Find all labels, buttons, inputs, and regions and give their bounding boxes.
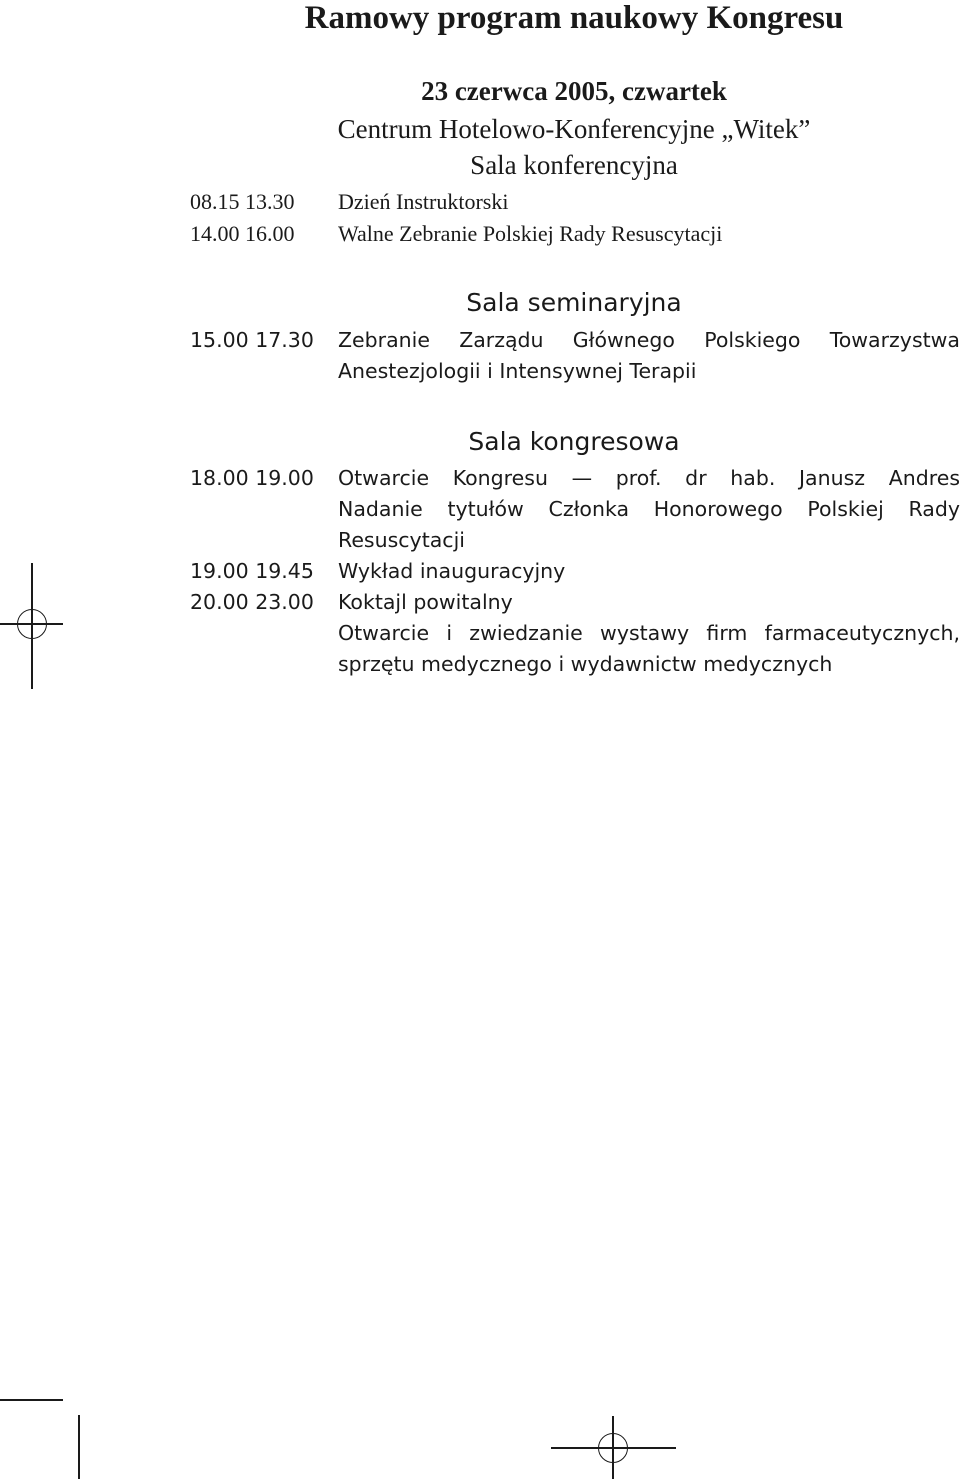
schedule-time: 15.00 17.30 — [190, 328, 314, 352]
schedule-line: Anestezjologii i Intensywnej Terapii — [338, 359, 697, 383]
schedule-line: Dzień Instruktorski — [338, 189, 509, 214]
schedule-time: 20.00 23.00 — [190, 590, 314, 614]
schedule-line: sprzętu medycznego i wydawnictw medycznych — [338, 652, 833, 676]
registration-circle — [598, 1433, 628, 1463]
schedule-description — [338, 556, 960, 587]
room-heading-konferencyjna: Sala konferencyjna — [470, 150, 678, 180]
schedule-line: Zebranie Zarządu Głównego Polskiego Towarzystwa — [338, 328, 960, 352]
schedule-description — [338, 325, 960, 387]
schedule-description — [338, 463, 960, 556]
schedule-line: Walne Zebranie Polskiej Rady Resuscytacji — [338, 221, 723, 246]
schedule-time: 18.00 19.00 — [190, 466, 314, 490]
page-title: Ramowy program naukowy Kongresu — [304, 0, 844, 36]
schedule-line: Wykład inauguracyjny — [338, 559, 566, 583]
room-heading-kongresowa: Sala kongresowa — [468, 427, 680, 456]
schedule-line: Koktajl powitalny — [338, 590, 513, 614]
schedule-time: 19.00 19.45 — [190, 559, 314, 583]
schedule-line: Resuscytacji — [338, 528, 465, 552]
venue-heading: Centrum Hotelowo-Konferencyjne „Witek” — [337, 114, 811, 144]
schedule-line: Nadanie tytułów Członka Honorowego Polskiej Rady — [338, 497, 960, 521]
schedule-time: 08.15 13.30 — [190, 189, 295, 214]
crop-horizontal-line — [0, 1399, 63, 1401]
schedule-line: Otwarcie Kongresu — prof. dr hab. Janusz Andres — [338, 466, 960, 490]
schedule-description — [338, 218, 960, 249]
date-heading: 23 czerwca 2005, czwartek — [421, 76, 727, 106]
schedule-description — [338, 587, 960, 680]
schedule-time: 14.00 16.00 — [190, 221, 295, 246]
room-heading-seminaryjna: Sala seminaryjna — [466, 288, 682, 317]
schedule-description — [338, 186, 960, 217]
registration-circle — [17, 609, 47, 639]
schedule-line: Otwarcie i zwiedzanie wystawy firm farmaceutycznych, — [338, 621, 960, 645]
crop-vertical-line — [78, 1415, 80, 1479]
